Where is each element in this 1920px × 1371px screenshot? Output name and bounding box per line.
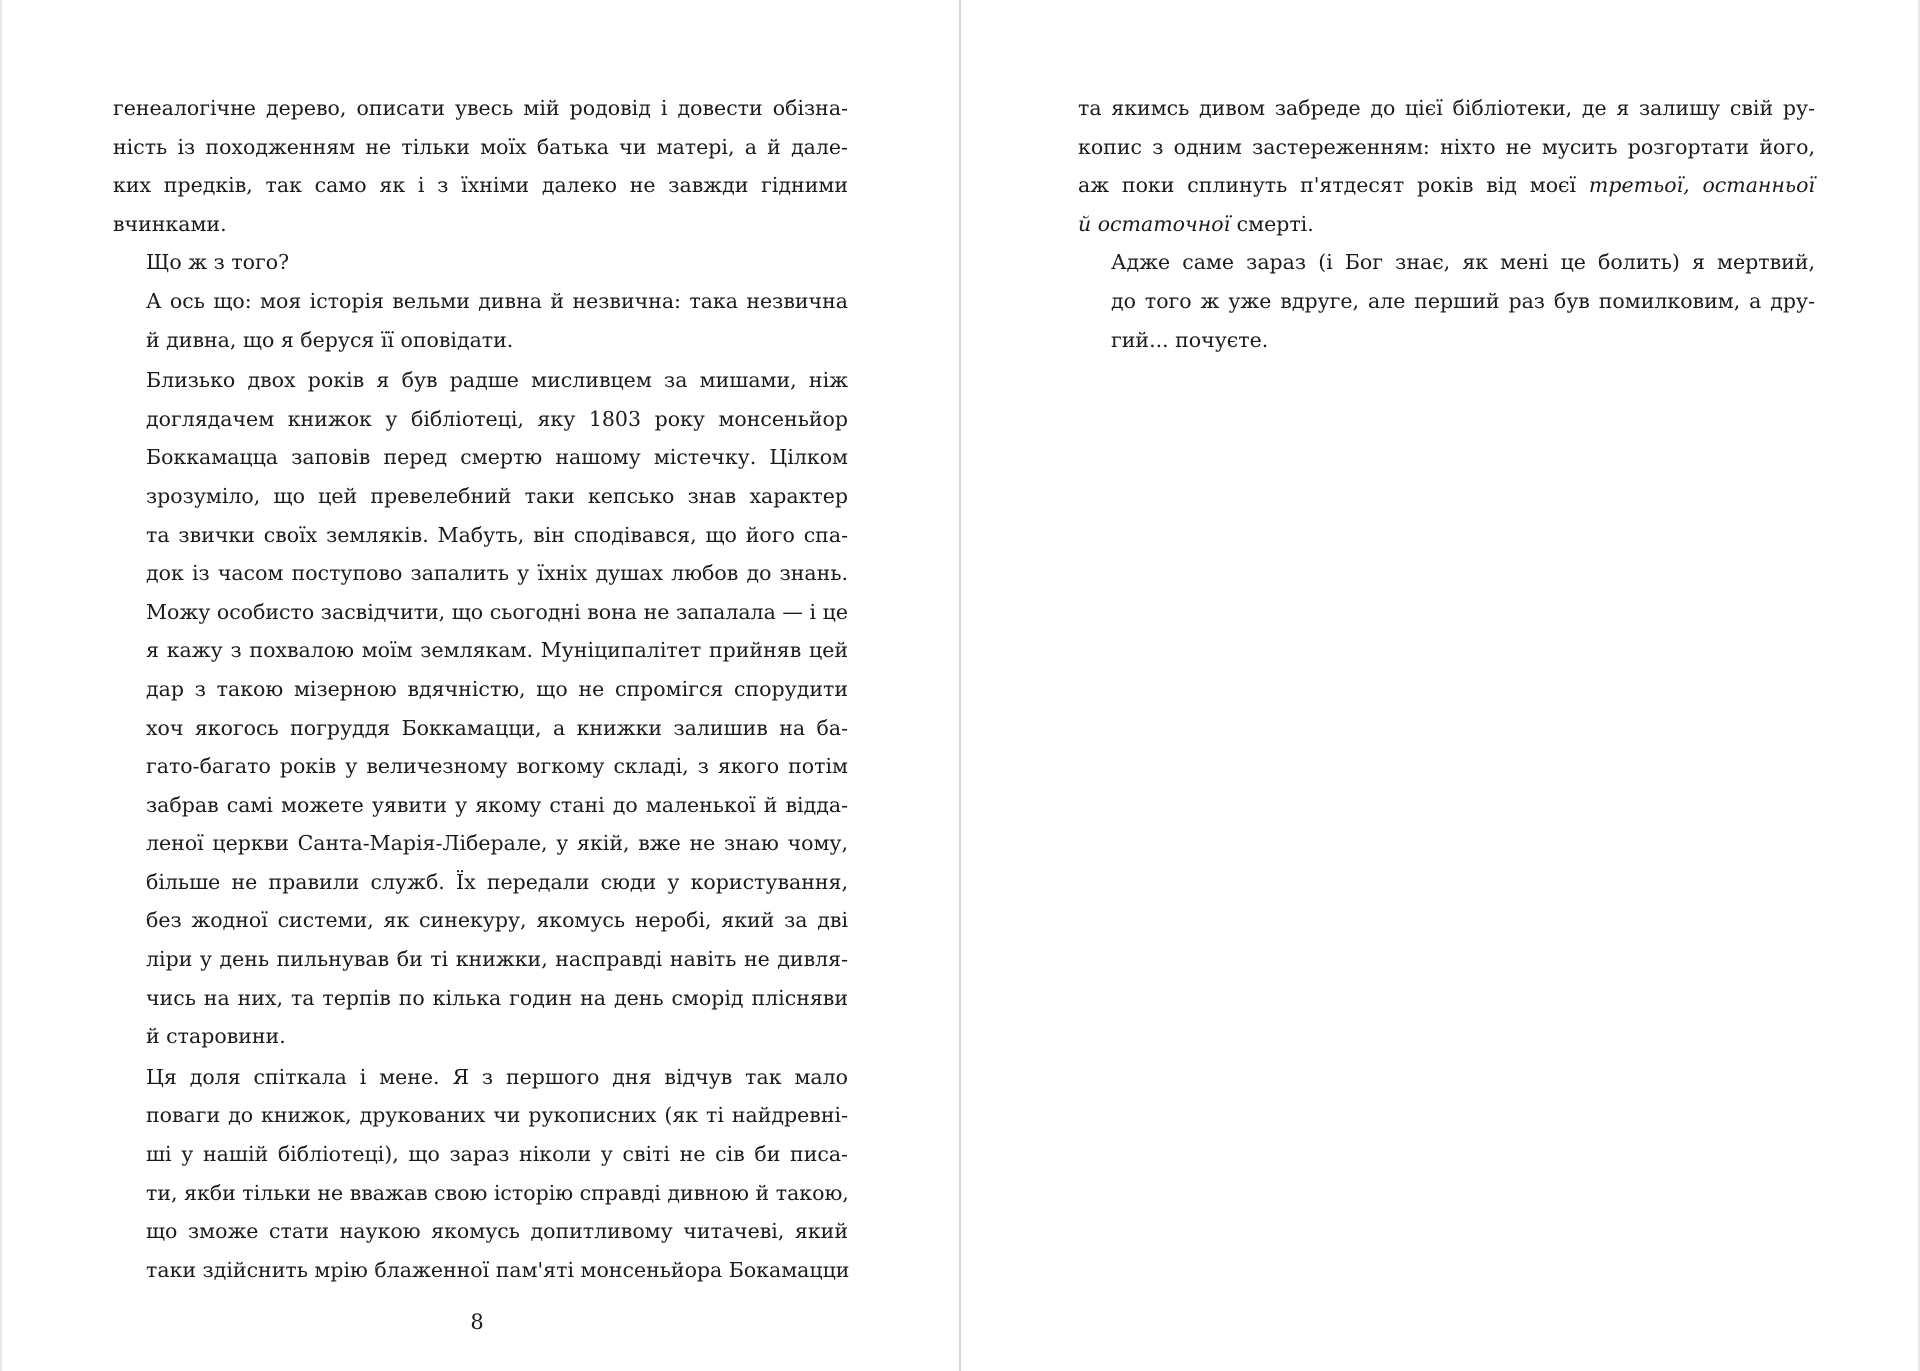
text-line: й старовини. [146, 1024, 286, 1049]
text-line: до того ж уже вдруге, але перший раз був помилковим, а дру- [1111, 288, 1815, 313]
text-line: ліри у день пильнував би ті книжки, насправді навіть не дивля- [146, 947, 848, 972]
text-line: дар з такою мізерною вдячністю, що не спромігся спорудити [146, 676, 848, 701]
right-page-text [1078, 89, 1815, 359]
text-line: копис з одним застереженням: ніхто не мусить розгортати його, [1078, 134, 1815, 159]
left-page-text [113, 89, 848, 1289]
text-line: зрозуміло, що цей превелебний таки кепсько знав характер [146, 483, 848, 508]
text-line: Ця доля спіткала і мене. Я з першого дня відчув так мало [146, 1064, 848, 1089]
text-line: Боккамацца заповів перед смертю нашому містечку. Цілком [146, 445, 848, 470]
right-page [961, 0, 1918, 1371]
text-line: доглядачем книжок у бібліотеці, яку 1803 року монсеньйор [146, 406, 848, 431]
text-line: ких предків, так само як і з їхніми далеко не завжди гідними [113, 173, 848, 198]
text-line: я кажу з похвалою моїм землякам. Муніципалітет прийняв цей [146, 638, 848, 663]
text-line: А ось що: моя історія вельми дивна й незвична: така незвична [146, 288, 848, 313]
page-number: 8 [470, 1310, 484, 1334]
paragraph [113, 361, 848, 1056]
left-page [2, 0, 959, 1371]
text-line [1078, 205, 1815, 244]
italic-text: й остаточної [1078, 211, 1231, 236]
paragraph [113, 282, 848, 359]
paragraph [1078, 243, 1815, 359]
text-line: Можу особисто засвідчити, що сьогодні вона не запалала — і це [146, 599, 848, 624]
text-run: аж поки сплинуть п'ятдесят років від моєї [1078, 173, 1589, 198]
text-line: поваги до книжок, друкованих чи рукописних (як ті найдревні- [146, 1103, 848, 1128]
text-line: Адже саме зараз (і Бог знає, як мені це болить) я мертвий, [1111, 250, 1815, 275]
text-line: ність із походженням не тільки моїх батька чи матері, а й дале- [113, 134, 848, 159]
text-line: що зможе стати наукою якомусь допитливому читачеві, який [146, 1219, 848, 1244]
text-line: гато-багато років у величезному вогкому складі, з якого потім [146, 754, 848, 779]
text-line: більше не правили служб. Їх передали сюди у користування, [146, 869, 848, 894]
text-line: без жодної системи, як синекуру, якомусь неробі, який за дві [146, 908, 848, 933]
text-line: Що ж з того? [146, 250, 290, 275]
text-line: та звички своїх земляків. Мабуть, він сподівався, що його спа- [146, 522, 848, 547]
paragraph [113, 1058, 848, 1290]
paragraph [1078, 89, 1815, 243]
text-line: ші у нашій бібліотеці), що зараз ніколи у світі не сів би писа- [146, 1142, 848, 1167]
text-line: забрав самі можете уявити у якому стані до маленької й відда- [146, 792, 848, 817]
text-line: Близько двох років я був радше мисливцем за мишами, ніж [146, 368, 848, 393]
text-line: та якимсь дивом забреде до цієї бібліотеки, де я залишу свій ру- [1078, 96, 1815, 120]
paragraph [113, 243, 848, 282]
text-line: док із часом поступово запалить у їхніх душах любов до знань. [146, 561, 848, 586]
text-line: чись на них, та терпів по кілька годин на день сморід плісняви [146, 985, 848, 1010]
text-line: ти, якби тільки не вважав свою історію справді дивною й такою, [146, 1180, 849, 1205]
text-line: гий... почуєте. [1111, 327, 1269, 352]
text-line: генеалогічне дерево, описати увесь мій родовід і довести обізна- [113, 96, 848, 120]
text-line: й дивна, що я беруся її оповідати. [146, 327, 514, 352]
text-run: смерті. [1230, 211, 1314, 236]
italic-text: третьої, останньої [1588, 173, 1815, 198]
text-line: вчинками. [113, 211, 227, 236]
book-spread [2, 0, 1918, 1371]
text-line: хоч якогось погруддя Боккамацци, а книжки залишив на ба- [146, 715, 848, 740]
text-line: леної церкви Санта-Марія-Ліберале, у якій, вже не знаю чому, [146, 831, 848, 856]
text-line [1078, 166, 1815, 205]
text-line: таки здійснить мрію блаженної пам'яті монсеньйора Бокамацци [146, 1257, 850, 1282]
paragraph [113, 89, 848, 243]
